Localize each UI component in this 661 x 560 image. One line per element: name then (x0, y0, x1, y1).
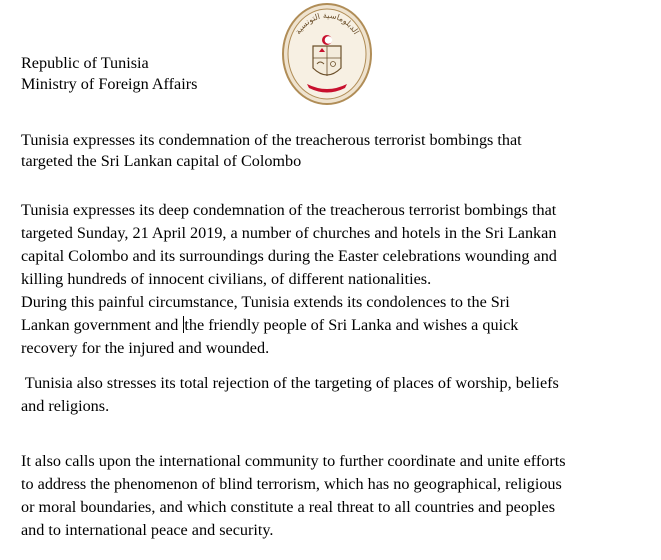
paragraph-line: It also calls upon the international community to further coordinate and unite efforts (21, 452, 566, 470)
paragraph-text: Lankan government and (21, 316, 183, 334)
ministry-seal-icon (281, 2, 373, 106)
statement-title-line: Tunisia expresses its condemnation of the treacherous terrorist bombings that (21, 131, 522, 149)
paragraph-line-with-caret[interactable] (21, 315, 518, 335)
paragraph-line: During this painful circumstance, Tunisia extends its condolences to the Sri (21, 293, 510, 311)
paragraph-line: killing hundreds of innocent civilians, of different nationalities. (21, 270, 432, 288)
paragraph-text: the friendly people of Sri Lanka and wishes a quick (184, 316, 519, 334)
seal-arabic-text: الدبلوماسية التونسية (293, 10, 361, 36)
header-ministry: Ministry of Foreign Affairs (21, 75, 198, 93)
paragraph-line: and religions. (21, 397, 110, 415)
statement-title-line: targeted the Sri Lankan capital of Colombo (21, 152, 302, 170)
paragraph-line: capital Colombo and its surroundings during the Easter celebrations wounding and (21, 247, 557, 265)
paragraph-line: or moral boundaries, and which constitute a real threat to all countries and peoples (21, 498, 556, 516)
paragraph-line: targeted Sunday, 21 April 2019, a number of churches and hotels in the Sri Lankan (21, 224, 557, 242)
paragraph-line: Tunisia expresses its deep condemnation of the treacherous terrorist bombings that (21, 201, 557, 219)
paragraph-line: and to international peace and security. (21, 521, 274, 539)
paragraph-line: recovery for the injured and wounded. (21, 339, 270, 357)
paragraph-line: to address the phenomenon of blind terrorism, which has no geographical, religious (21, 475, 562, 493)
header-country: Republic of Tunisia (21, 54, 149, 72)
paragraph-line: Tunisia also stresses its total rejection of the targeting of places of worship, beliefs (21, 374, 559, 392)
